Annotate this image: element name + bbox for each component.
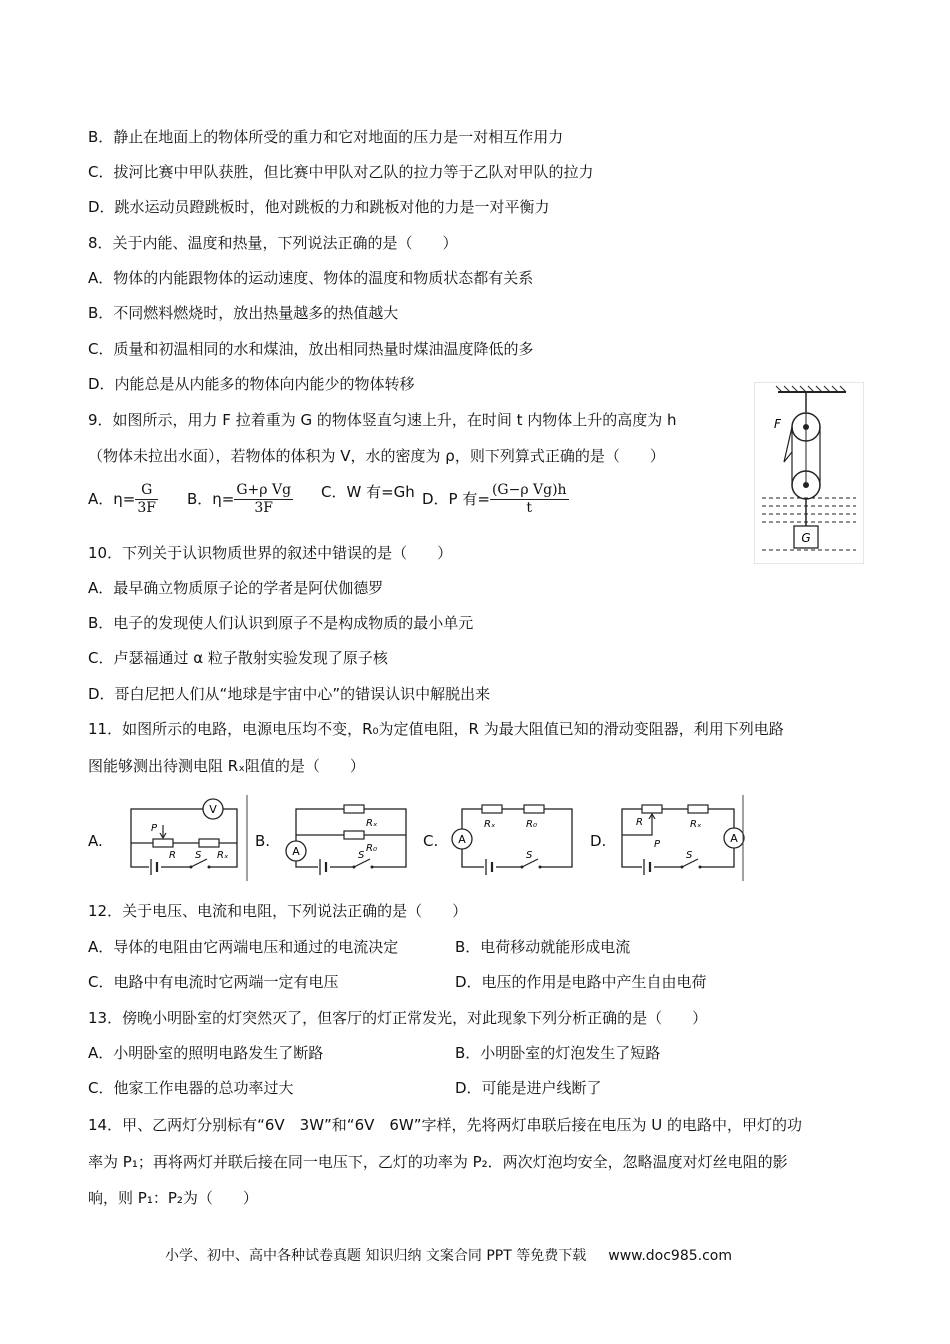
q9-option-a — [88, 482, 158, 517]
q9-d-fraction — [490, 482, 569, 517]
q8-option-d: D．内能总是从内能多的物体向内能少的物体转移 — [88, 375, 415, 393]
circuit-c-ammeter-label: A — [458, 833, 466, 846]
q12-option-b: B．电荷移动就能形成电流 — [455, 938, 631, 956]
q12-stem: 12．关于电压、电流和电阻，下列说法正确的是（ ） — [88, 902, 468, 920]
q13-stem: 13．傍晚小明卧室的灯突然灭了，但客厅的灯正常发光，对此现象下列分析正确的是（ ） — [88, 1009, 708, 1027]
q11-label-d: D. — [590, 832, 607, 850]
q9-stem-line1: 9．如图所示，用力 F 拉着重为 G 的物体竖直匀速上升，在时间 t 内物体上升的高度为 h — [88, 411, 677, 429]
circuit-c — [448, 795, 578, 881]
circuit-d-r-label: R — [636, 817, 643, 828]
q8-option-b: B．不同燃料燃烧时，放出热量越多的热值越大 — [88, 304, 399, 322]
q11-stem-line1: 11．如图所示的电路，电源电压均不变，R₀为定值电阻，R 为最大阻值已知的滑动变阻器，利用下列电路 — [88, 720, 784, 738]
circuit-a-p-label: P — [151, 823, 158, 834]
q12-option-c: C．电路中有电流时它两端一定有电压 — [88, 973, 339, 991]
q9-d-prefix: D．P 有= — [422, 490, 490, 508]
q11-stem-line2: 图能够测出待测电阻 Rₓ阻值的是（ ） — [88, 757, 365, 775]
q9-b-numerator: G+ρ Vg — [236, 482, 292, 498]
q9-stem-line2: （物体未拉出水面），若物体的体积为 V，水的密度为 ρ，则下列算式正确的是（ ） — [88, 447, 665, 465]
q9-c-text: C．W 有=Gh — [321, 483, 415, 501]
pulley-label-g: G — [801, 531, 811, 545]
circuit-d-rx-label: Rₓ — [690, 819, 702, 830]
q8-option-c: C．质量和初温相同的水和煤油，放出相同热量时煤油温度降低的多 — [88, 340, 534, 358]
circuit-a-rx-label: Rₓ — [217, 850, 229, 861]
footer-text: 小学、初中、高中各种试卷真题 知识归纳 文案合同 PPT 等免费下载 — [165, 1248, 587, 1264]
q8-option-a: A．物体的内能跟物体的运动速度、物体的温度和物质状态都有关系 — [88, 269, 534, 287]
q13-option-c: C．他家工作电器的总功率过大 — [88, 1079, 294, 1097]
q10-stem: 10．下列关于认识物质世界的叙述中错误的是（ ） — [88, 544, 453, 562]
q9-b-fraction — [234, 482, 293, 517]
circuit-a-s-label: S — [195, 850, 202, 861]
circuit-b-r0-label: R₀ — [366, 843, 377, 854]
q9-d-denominator: t — [526, 500, 533, 516]
q14-stem-line1: 14．甲、乙两灯分别标有“6V 3W”和“6V 6W”字样，先将两灯串联后接在电压为 U 的电路中，甲灯的功 — [88, 1116, 803, 1134]
circuit-c-s-label: S — [526, 850, 533, 861]
circuit-c-rx-label: Rₓ — [484, 819, 496, 830]
q10-option-c: C．卢瑟福通过 α 粒子散射实验发现了原子核 — [88, 649, 388, 667]
q9-option-b — [187, 482, 293, 517]
q13-option-b: B．小明卧室的灯泡发生了短路 — [455, 1044, 661, 1062]
circuit-a-voltmeter-label: V — [209, 803, 217, 816]
page-footer — [165, 1245, 732, 1265]
q8-stem: 8．关于内能、温度和热量，下列说法正确的是（ ） — [88, 234, 458, 252]
q9-d-numerator: (G−ρ Vg)h — [491, 482, 567, 498]
circuit-d-p-label: P — [654, 839, 661, 850]
q9-a-denominator: 3F — [137, 500, 156, 516]
circuit-b — [282, 795, 412, 881]
q7-option-b: B．静止在地面上的物体所受的重力和它对地面的压力是一对相互作用力 — [88, 128, 564, 146]
pulley-label-f: F — [774, 417, 781, 431]
q11-label-c: C. — [423, 832, 439, 850]
q9-b-prefix: B．η= — [187, 490, 235, 508]
circuit-a — [125, 795, 250, 881]
q9-option-c — [321, 482, 415, 502]
q13-option-d: D．可能是进户线断了 — [455, 1079, 602, 1097]
q14-stem-line2: 率为 P₁；再将两灯并联后接在同一电压下，乙灯的功率为 P₂．两次灯泡均安全，忽略温度对灯丝电阻的影 — [88, 1153, 788, 1171]
q9-a-prefix: A．η= — [88, 490, 136, 508]
circuit-b-s-label: S — [358, 850, 365, 861]
circuit-d-s-label: S — [686, 850, 693, 861]
q9-a-fraction — [135, 482, 158, 517]
q11-label-a: A. — [88, 832, 103, 850]
circuit-b-ammeter-label: A — [292, 845, 300, 858]
circuit-d-ammeter-label: A — [730, 832, 738, 845]
circuit-c-r0-label: R₀ — [526, 819, 537, 830]
q11-label-b: B. — [255, 832, 271, 850]
q7-option-d: D．跳水运动员蹬跳板时，他对跳板的力和跳板对他的力是一对平衡力 — [88, 198, 550, 216]
q7-option-c: C．拔河比赛中甲队获胜，但比赛中甲队对乙队的拉力等于乙队对甲队的拉力 — [88, 163, 594, 181]
circuit-b-rx-label: Rₓ — [366, 818, 378, 829]
q9-b-denominator: 3F — [254, 500, 274, 516]
q10-option-a: A．最早确立物质原子论的学者是阿伏伽德罗 — [88, 579, 384, 597]
pulley-figure — [754, 382, 864, 564]
q10-option-d: D．哥白尼把人们从“地球是宇宙中心”的错误认识中解脱出来 — [88, 685, 491, 703]
circuit-d — [616, 795, 746, 881]
q9-a-numerator: G — [135, 482, 158, 500]
circuit-a-r-label: R — [169, 850, 176, 861]
q13-option-a: A．小明卧室的照明电路发生了断路 — [88, 1044, 324, 1062]
q12-option-d: D．电压的作用是电路中产生自由电荷 — [455, 973, 707, 991]
q10-option-b: B．电子的发现使人们认识到原子不是构成物质的最小单元 — [88, 614, 474, 632]
q12-option-a: A．导体的电阻由它两端电压和通过的电流决定 — [88, 938, 399, 956]
q14-stem-line3: 响，则 P₁：P₂为（ ） — [88, 1189, 258, 1207]
footer-url[interactable]: www.doc985.com — [608, 1248, 732, 1264]
q9-option-d — [422, 482, 569, 517]
